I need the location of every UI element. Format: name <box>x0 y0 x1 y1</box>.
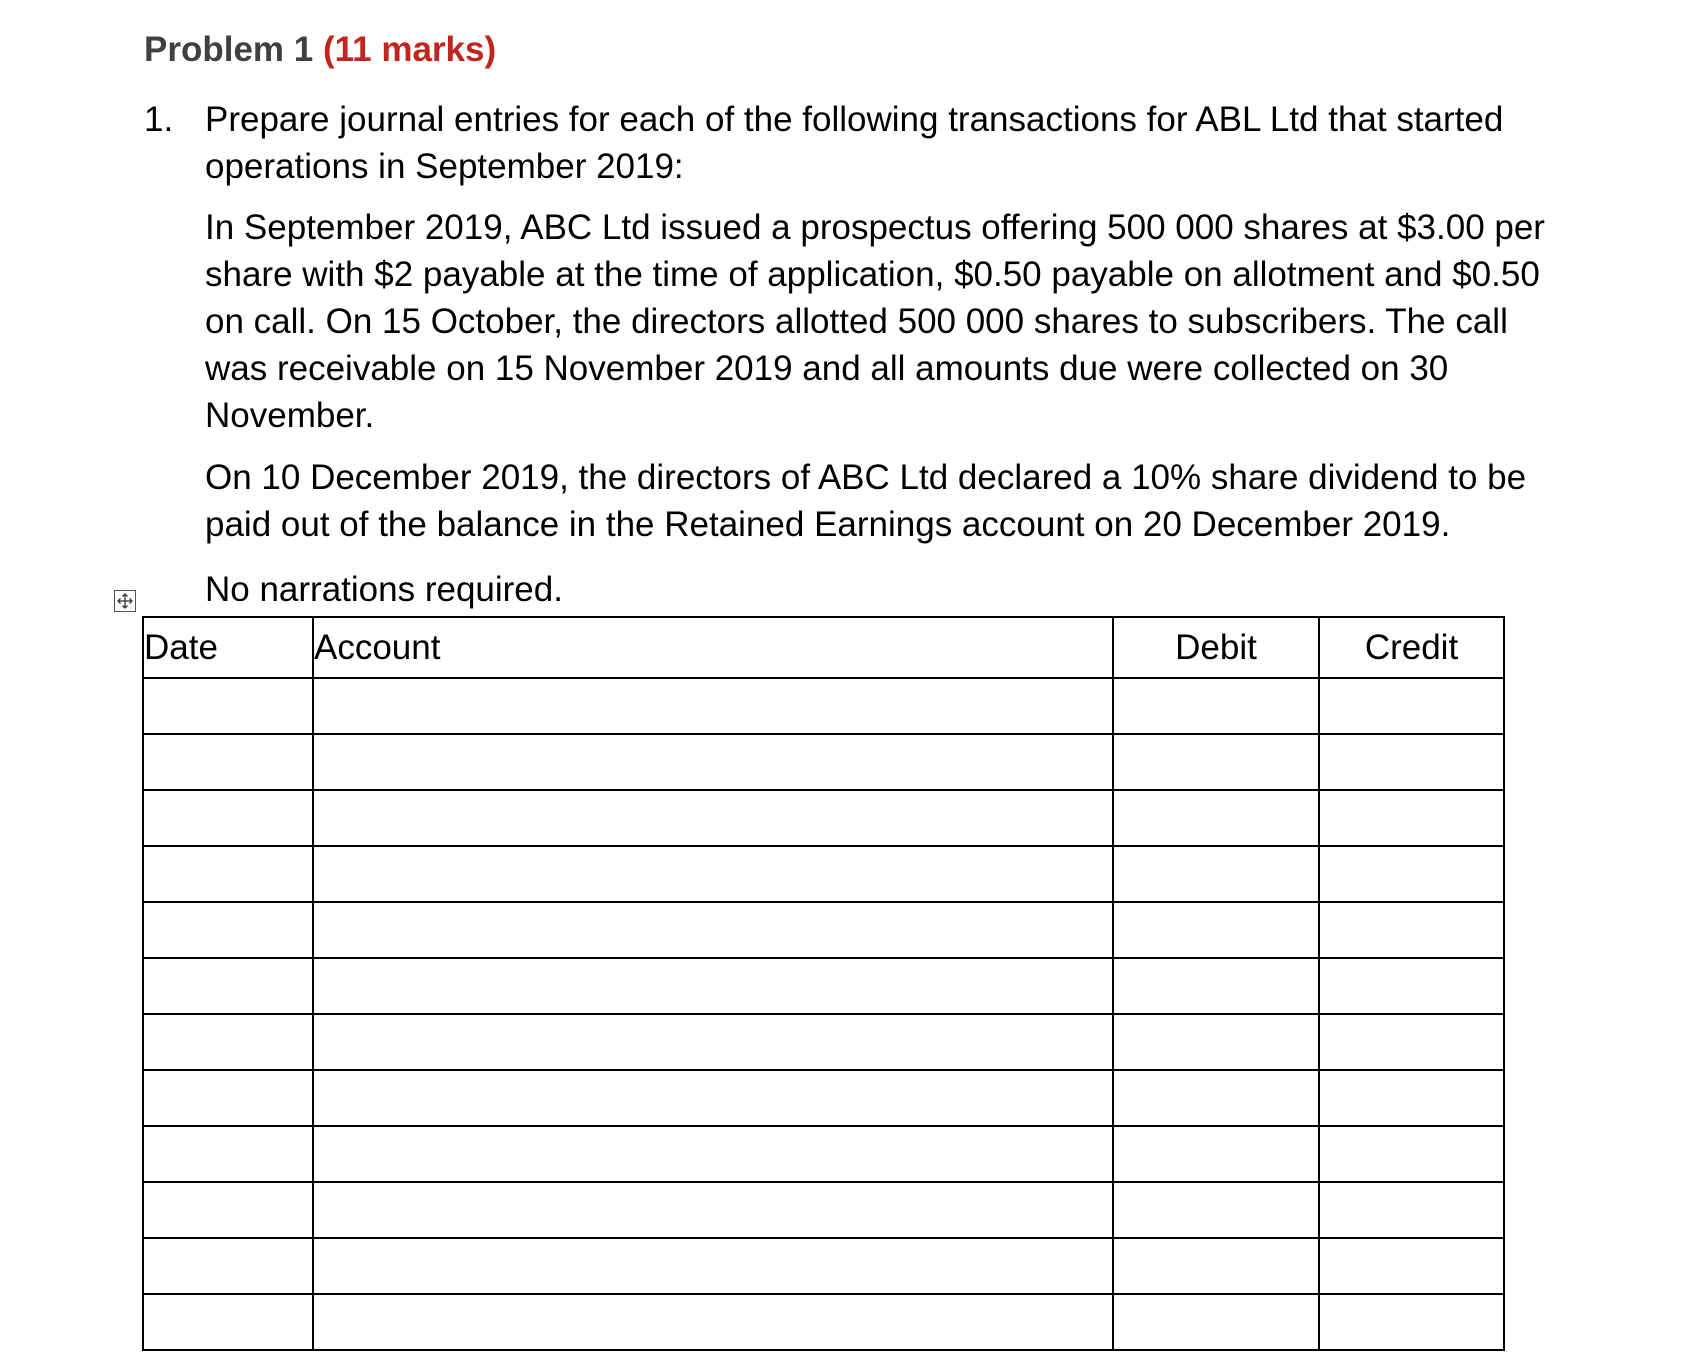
table-row <box>143 902 1504 958</box>
account-cell[interactable] <box>313 790 1113 846</box>
credit-cell[interactable] <box>1319 1014 1504 1070</box>
credit-cell[interactable] <box>1319 902 1504 958</box>
paragraph-share-issue <box>205 204 1585 439</box>
account-cell[interactable] <box>313 1014 1113 1070</box>
table-row <box>143 1238 1504 1294</box>
credit-cell[interactable] <box>1319 1070 1504 1126</box>
intro-line: Prepare journal entries for each of the following transactions for ABL Ltd that started <box>205 100 1504 139</box>
paragraph-dividend <box>205 454 1585 548</box>
date-cell[interactable] <box>143 902 313 958</box>
table-row <box>143 958 1504 1014</box>
paragraph-line: paid out of the balance in the Retained Earnings account on 20 December 2019. <box>205 505 1451 544</box>
debit-cell[interactable] <box>1113 734 1319 790</box>
table-row <box>143 790 1504 846</box>
account-cell[interactable] <box>313 678 1113 734</box>
account-cell[interactable] <box>313 902 1113 958</box>
date-cell[interactable] <box>143 846 313 902</box>
table-row <box>143 1126 1504 1182</box>
date-cell[interactable] <box>143 1294 313 1350</box>
debit-cell[interactable] <box>1113 1294 1319 1350</box>
account-cell[interactable] <box>313 846 1113 902</box>
paragraph-line: was receivable on 15 November 2019 and all amounts due were collected on 30 <box>205 349 1449 388</box>
paragraph-line: share with $2 payable at the time of application, $0.50 payable on allotment and $0.50 <box>205 255 1540 294</box>
journal-table <box>142 616 1505 1351</box>
debit-cell[interactable] <box>1113 1070 1319 1126</box>
debit-cell[interactable] <box>1113 958 1319 1014</box>
account-cell[interactable] <box>313 1182 1113 1238</box>
list-number: 1. <box>144 100 174 139</box>
header-credit: Credit <box>1319 617 1504 678</box>
credit-cell[interactable] <box>1319 1294 1504 1350</box>
debit-cell[interactable] <box>1113 902 1319 958</box>
table-row <box>143 678 1504 734</box>
paragraph-line: On 10 December 2019, the directors of ABC Ltd declared a 10% share dividend to be <box>205 458 1527 497</box>
date-cell[interactable] <box>143 734 313 790</box>
move-cross-glyph <box>117 593 133 609</box>
header-account: Account <box>313 617 1113 678</box>
date-cell[interactable] <box>143 678 313 734</box>
credit-cell[interactable] <box>1319 846 1504 902</box>
account-cell[interactable] <box>313 1070 1113 1126</box>
debit-cell[interactable] <box>1113 1126 1319 1182</box>
paragraph-line: No narrations required. <box>205 570 563 609</box>
table-row <box>143 846 1504 902</box>
debit-cell[interactable] <box>1113 1014 1319 1070</box>
move-cross-icon[interactable] <box>114 590 136 612</box>
paragraph-line: November. <box>205 396 375 435</box>
debit-cell[interactable] <box>1113 678 1319 734</box>
debit-cell[interactable] <box>1113 846 1319 902</box>
debit-cell[interactable] <box>1113 1182 1319 1238</box>
header-debit: Debit <box>1113 617 1319 678</box>
credit-cell[interactable] <box>1319 734 1504 790</box>
table-row <box>143 1014 1504 1070</box>
problem-heading <box>144 30 496 70</box>
debit-cell[interactable] <box>1113 1238 1319 1294</box>
date-cell[interactable] <box>143 790 313 846</box>
table-row <box>143 1070 1504 1126</box>
credit-cell[interactable] <box>1319 1238 1504 1294</box>
debit-cell[interactable] <box>1113 790 1319 846</box>
account-cell[interactable] <box>313 958 1113 1014</box>
date-cell[interactable] <box>143 1014 313 1070</box>
problem-marks: (11 marks) <box>322 30 497 69</box>
credit-cell[interactable] <box>1319 1126 1504 1182</box>
credit-cell[interactable] <box>1319 678 1504 734</box>
question-intro <box>205 96 1585 190</box>
table-row <box>143 734 1504 790</box>
date-cell[interactable] <box>143 1238 313 1294</box>
header-date: Date <box>143 617 313 678</box>
credit-cell[interactable] <box>1319 790 1504 846</box>
paragraph-narrations <box>205 566 1585 613</box>
paragraph-line: on call. On 15 October, the directors allotted 500 000 shares to subscribers. The call <box>205 302 1508 341</box>
table-header-row <box>143 617 1504 678</box>
credit-cell[interactable] <box>1319 1182 1504 1238</box>
credit-cell[interactable] <box>1319 958 1504 1014</box>
date-cell[interactable] <box>143 1182 313 1238</box>
date-cell[interactable] <box>143 1070 313 1126</box>
account-cell[interactable] <box>313 1126 1113 1182</box>
journal-body <box>143 678 1504 1350</box>
account-cell[interactable] <box>313 1238 1113 1294</box>
table-row <box>143 1294 1504 1350</box>
date-cell[interactable] <box>143 958 313 1014</box>
intro-line: operations in September 2019: <box>205 147 684 186</box>
date-cell[interactable] <box>143 1126 313 1182</box>
account-cell[interactable] <box>313 734 1113 790</box>
paragraph-line: In September 2019, ABC Ltd issued a prospectus offering 500 000 shares at $3.00 per <box>205 208 1545 247</box>
problem-title: Problem 1 <box>144 30 314 69</box>
account-cell[interactable] <box>313 1294 1113 1350</box>
table-row <box>143 1182 1504 1238</box>
